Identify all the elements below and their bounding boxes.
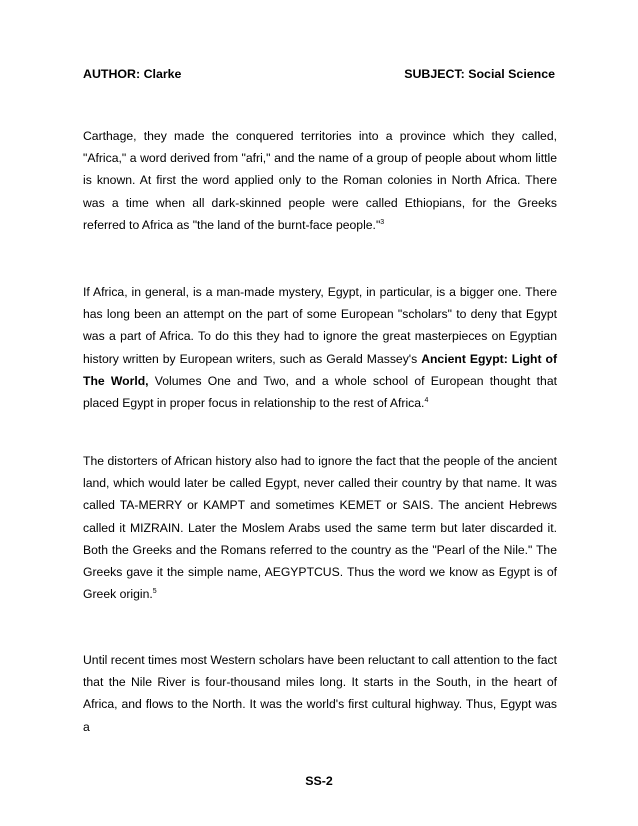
paragraph-nile — [83, 649, 557, 738]
page-number: SS-2 — [305, 774, 333, 788]
footnote-marker: 3 — [380, 218, 385, 226]
book-title: Ancient Egypt: Light of The World, — [83, 351, 558, 388]
paragraph-distorters — [83, 450, 557, 605]
footnote-marker: 4 — [424, 397, 429, 405]
paragraph-text: Volumes One and Two, and a whole school of European thought that placed Egypt in proper focus in relationship to the rest of Africa. — [83, 373, 557, 411]
paragraph-text: Carthage, they made the conquered territories into a province which they called, "Africa," a word derived from "afri," and the name of a group of people about whom little is known. At first the word applied only to the Roman colonies in North Africa. There was a time when all dark-skinned people were called Ethiopians, for the Greeks referred to Africa as "the land of the burnt-face people." — [83, 129, 557, 232]
paragraph-text: The distorters of African history also had to ignore the fact that the people of the ancient land, which would later be called Egypt, never called their country by that name. It was called TA-MERRY or KAMPT and sometimes KEMET or SAIS. The ancient Hebrews called it MIZRAIN. Later the Moslem Arabs used the same term but later discarded it. Both the Greeks and the Romans referred to the country as the "Pearl of the Nile." The Greeks gave it the simple name, AEGYPTCUS. Thus the word we know as Egypt is of Greek origin. — [83, 454, 557, 602]
paragraph-text: Until recent times most Western scholars have been reluctant to call attention to the fact that the Nile River is four-thousand miles long. It starts in the South, in the heart of Africa, and flows to the North. It was the world's first cultural highway. Thus, Egypt was a — [83, 653, 557, 734]
paragraph-africa-mystery — [83, 281, 557, 414]
paragraph-carthage — [83, 125, 557, 236]
author-label: AUTHOR: Clarke — [83, 67, 182, 81]
subject-label: SUBJECT: Social Science — [404, 67, 555, 81]
page-footer — [0, 774, 638, 788]
footnote-marker: 5 — [152, 588, 157, 596]
paragraph-text: If Africa, in general, is a man-made mystery, Egypt, in particular, is a bigger one. There has long been an attempt on the part of some European "scholars" to deny that Egypt was a part of Africa. To do this they had to ignore the great masterpieces on Egyptian history written by European writers, such as Gerald Massey's — [83, 285, 557, 366]
